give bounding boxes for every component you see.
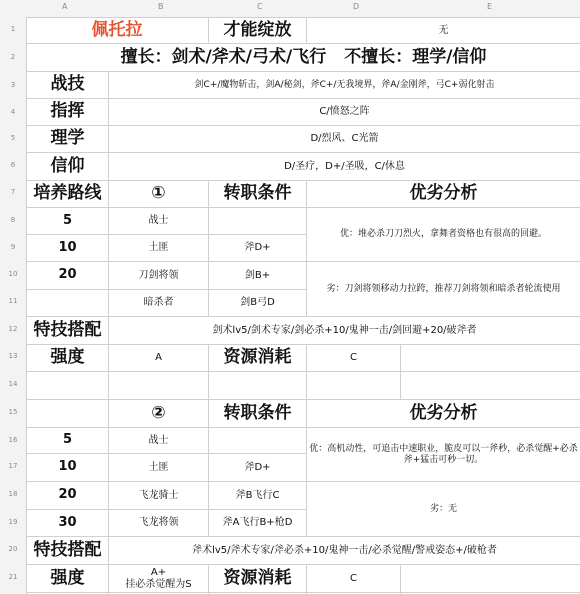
step-level[interactable]: 5 [27,208,108,234]
row-number[interactable]: 12 [8,325,18,333]
step-level[interactable]: 20 [27,262,108,289]
step-cond[interactable] [209,208,306,234]
step-level[interactable]: 20 [27,482,108,509]
row-number[interactable]: 15 [8,408,18,416]
talent-value[interactable]: 无 [307,18,580,43]
step-cond[interactable]: 斧B飞行C [209,482,306,509]
pros-text[interactable]: 优：堆必杀刀刀烈火，拿舞者资格也有很高的回避。 [307,208,580,261]
character-name[interactable]: 佩托拉 [27,18,207,43]
row-number[interactable]: 1 [10,25,16,33]
row-number[interactable]: 8 [10,216,16,224]
skill-label[interactable]: 理学 [27,126,108,152]
skill-value[interactable]: D/圣疗，D+/圣吸，C/休息 [109,153,580,180]
step-level[interactable]: 30 [27,510,108,536]
step-level[interactable]: 10 [27,454,108,481]
weakness-text: 不擅长：理学/信仰 [344,46,487,67]
cond-header[interactable]: 转职条件 [209,181,306,207]
analysis-header[interactable]: 优劣分析 [307,400,580,427]
step-cond[interactable]: 斧A飞行B+枪D [209,510,306,536]
analysis-header[interactable]: 优劣分析 [307,181,580,207]
row-header-strip [0,17,27,594]
step-job[interactable]: 刀剑将领 [109,262,208,289]
talent-label[interactable]: 才能绽放 [209,18,306,43]
cons-text[interactable]: 劣：刀剑将领移动力拉跨，推荐刀剑将领和暗杀者轮流使用 [307,262,580,316]
row-number[interactable]: 4 [10,108,16,116]
step-level[interactable]: 5 [27,428,108,453]
column-header-d[interactable]: D [353,2,360,11]
step-cond[interactable]: 斧D+ [209,454,306,481]
row-number[interactable]: 18 [8,490,18,498]
column-header-bar [0,0,580,18]
step-job[interactable]: 土匪 [109,454,208,481]
cost-label[interactable]: 资源消耗 [209,565,306,592]
skill-label[interactable]: 战技 [27,72,108,98]
row-number[interactable]: 5 [10,134,16,142]
grid-line [26,592,580,593]
strength-label[interactable]: 强度 [27,345,108,371]
row-number[interactable]: 21 [8,573,18,581]
cons-text[interactable]: 劣：无 [307,482,580,536]
step-cond[interactable]: 剑B弓D [209,290,306,316]
step-cond[interactable]: 斧D+ [209,235,306,261]
row-number[interactable]: 13 [8,352,18,360]
cost-label[interactable]: 资源消耗 [209,345,306,371]
row-number[interactable]: 9 [10,243,16,251]
step-level[interactable] [27,290,108,316]
route-marker[interactable]: ① [109,181,208,207]
strength-label[interactable]: 强度 [27,565,108,592]
row-number[interactable]: 16 [8,436,18,444]
cost-value[interactable]: C [307,345,400,371]
strength-value: A+ [150,567,167,578]
ability-label[interactable]: 特技搭配 [27,317,108,344]
strength-value[interactable]: A [109,345,208,371]
step-job[interactable]: 飞龙将领 [109,510,208,536]
row-number[interactable]: 17 [8,462,18,470]
skill-label[interactable]: 信仰 [27,153,108,180]
step-cond[interactable]: 剑B+ [209,262,306,289]
skill-value[interactable]: C/愤怒之阵 [109,99,580,125]
strength-note: 挂必杀觉醒为S [125,578,192,590]
specialty-text: 擅长：剑术/斧术/弓术/飞行 [120,46,327,67]
row-number[interactable]: 11 [8,297,18,305]
column-header-c[interactable]: C [257,2,263,11]
step-cond[interactable] [209,428,306,453]
row-number[interactable]: 3 [10,81,16,89]
cond-header[interactable]: 转职条件 [209,400,306,427]
step-job[interactable]: 战士 [109,428,208,453]
skill-value[interactable]: 剑C+/魔物斩击，剑A/秘剑，斧C+/无我境界，斧A/金刚斧，弓C+弱化射击 [109,72,580,98]
cost-value[interactable]: C [307,565,400,592]
ability-value[interactable]: 剑术lv5/剑术专家/剑必杀+10/鬼神一击/剑回避+20/破斧者 [109,317,580,344]
step-job[interactable]: 暗杀者 [109,290,208,316]
step-job[interactable]: 飞龙骑士 [109,482,208,509]
route-marker[interactable]: ② [109,400,208,427]
row-number[interactable]: 10 [8,270,18,278]
step-job[interactable]: 土匪 [109,235,208,261]
route-label[interactable]: 培养路线 [27,181,108,207]
skill-label[interactable]: 指挥 [27,99,108,125]
row-number[interactable]: 20 [8,545,18,553]
skill-value[interactable]: D/烈风、C光箭 [109,126,580,152]
row-number[interactable]: 19 [8,518,18,526]
row-number[interactable]: 14 [8,380,18,388]
specialty-cell[interactable] [27,44,580,71]
row-number[interactable]: 7 [10,188,16,196]
row-number[interactable]: 2 [10,53,16,61]
column-header-a[interactable]: A [62,2,68,11]
step-job[interactable]: 战士 [109,208,208,234]
column-header-e[interactable]: E [487,2,493,11]
ability-label[interactable]: 特技搭配 [27,537,108,564]
pros-text[interactable]: 优：高机动性，可追击中速职业，脆皮可以一斧秒，必杀觉醒+必杀斧+猛击可秒一切。 [307,428,580,481]
strength-cell[interactable] [109,565,208,592]
row-number[interactable]: 6 [10,161,16,169]
column-header-b[interactable]: B [158,2,164,11]
step-level[interactable]: 10 [27,235,108,261]
grid-line [26,371,580,372]
ability-value[interactable]: 斧术lv5/斧术专家/斧必杀+10/鬼神一击/必杀觉醒/警戒姿态+/破枪者 [109,537,580,564]
